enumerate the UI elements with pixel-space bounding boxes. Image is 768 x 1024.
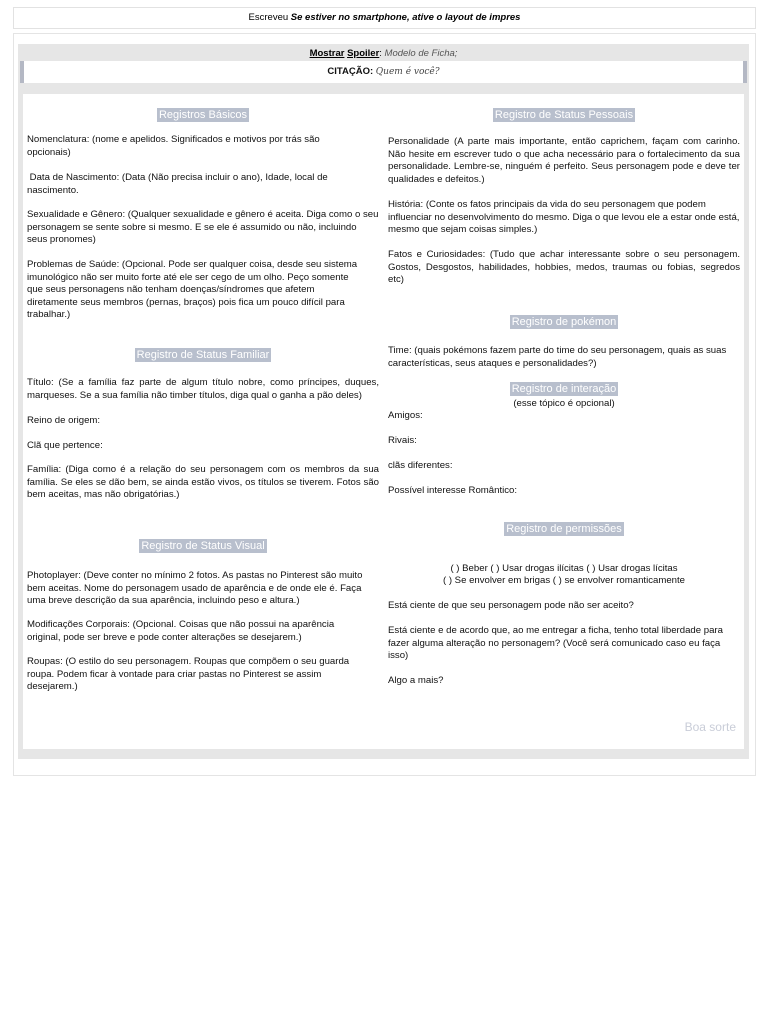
field-modificacoes: Modificações Corporais: (Opcional. Coisas que não possui na aparência original, pode ser breve e pode conter alterações se desejarem.) [27, 619, 335, 643]
quote-label: CITAÇÃO: [327, 66, 374, 77]
section-header-pokemon [388, 316, 740, 330]
interacao-note: (esse tópico é opcional) [513, 398, 615, 409]
form-template [23, 94, 744, 749]
field-ciente-alteracao: Está ciente e de acordo que, ao me entregar a ficha, tenho total liberdade para fazer alguma alteração no personagem? (Você será comunicado caso eu faça isso) [388, 625, 723, 662]
field-nascimento: Data de Nascimento: (Data (Não precisa incluir o ano), Idade, local de nascimento. [27, 172, 331, 196]
field-ciente-aceito: Está ciente de que seu personagem pode não ser aceito? [388, 600, 634, 611]
section-header-basicos [27, 109, 379, 123]
post-author-prefix: Escreveu [248, 12, 289, 23]
quote-left-border [20, 61, 24, 83]
spoiler-colon: : [379, 48, 382, 59]
section-title-pessoais: Registro de Status Pessoais [494, 109, 634, 121]
field-familia: Família: (Diga como é a relação do seu personagem com os membros da sua família. Se eles se dão bem, se ainda estão vivos, os títulos se tiverem. Fotos são bem aceitas, mas não obrigatórias.) [27, 464, 379, 501]
boa-sorte-text: Boa sorte [684, 720, 736, 734]
field-algo-mais: Algo a mais? [388, 675, 444, 686]
field-fatos: Fatos e Curiosidades: (Tudo que achar interessante sobre o seu personagem. Gostos, Desgostos, habilidades, hobbies, medos, traumas ou fobias, segredos etc) [388, 249, 740, 286]
section-header-pessoais [388, 109, 740, 123]
quote-right-border [743, 61, 747, 83]
section-title-pokemon: Registro de pokémon [511, 316, 617, 328]
field-historia: História: (Conte os fatos principais da vida do seu personagem que podem influenciar no desenvolvimento do mesmo. Diga o que levou ele a estar onde está, mesmo que sejam coisas simples.) [388, 199, 740, 236]
field-cla: Clã que pertence: [27, 440, 103, 451]
field-amigos: Amigos: [388, 410, 423, 421]
spoiler-panel [18, 44, 749, 759]
field-saude: Problemas de Saúde: (Opcional. Pode ser qualquer coisa, desde seu sistema imunológico não ser muito forte até ele ser cego de um olho. Peço somente que seus personagens não tenham doenças/síndromes que afetem diretamente seus membros (pernas, braços) pois fica um pouco difícil para trabalhar.) [27, 259, 358, 321]
section-title-interacao: Registro de interação [511, 383, 617, 395]
quote-content: Quem é você? [375, 67, 440, 77]
permissoes-line-1: ( ) Beber ( ) Usar drogas ilícitas ( ) Usar drogas lícitas [450, 563, 678, 574]
field-reino: Reino de origem: [27, 415, 101, 426]
section-title-permissoes: Registro de permissões [506, 523, 622, 535]
spoiler-header [18, 44, 749, 61]
section-header-interacao [388, 383, 740, 397]
field-time: Time: (quais pokémons fazem parte do time do seu personagem, quais as suas características, seus ataques e personalidades?) [388, 345, 727, 369]
section-header-permissoes [388, 523, 740, 537]
field-personalidade: Personalidade (A parte mais importante, então caprichem, façam com carinho. Não hesite em escrever tudo o que acha necessário para o fortalecimento da sua personalidade. Lembre-se, ninguém é perfeito. Seus personagem pode e deve ter qualidades e defeitos.) [388, 136, 740, 185]
section-title-visual: Registro de Status Visual [141, 540, 265, 552]
permissoes-line-2: ( ) Se envolver em brigas ( ) se envolver romanticamente [442, 575, 686, 586]
quote-block [20, 61, 747, 83]
section-title-familiar: Registro de Status Familiar [136, 349, 270, 361]
spoiler-title: Modelo de Ficha; [384, 48, 458, 59]
field-sexualidade: Sexualidade e Gênero: (Qualquer sexualidade e gênero é aceita. Diga como o seu personagem se sente sobre si mesmo. E se ele é assumido ou não, incluindo seus pronomes) [27, 209, 379, 246]
field-clas: clãs diferentes: [388, 460, 453, 471]
field-nomenclatura: Nomenclatura: (nome e apelidos. Significados e motivos por trás são opcionais) [27, 134, 320, 158]
field-photoplayer: Photoplayer: (Deve conter no mínimo 2 fotos. As pastas no Pinterest são muito bem aceitas. Nome do personagem usado de aparência e de onde ele é. Faça uma breve descrição da sua aparência, incluindo peso e altura.) [27, 570, 363, 607]
spoiler-show-link[interactable]: Mostrar [309, 48, 345, 59]
spoiler-label[interactable]: Spoiler [347, 48, 380, 59]
section-header-familiar [27, 349, 379, 363]
post-author-bar [13, 7, 756, 29]
field-roupas: Roupas: (O estilo do seu personagem. Roupas que compõem o seu guarda roupa. Podem ficar à vontade para criar pastas no Pinterest se assim desejarem.) [27, 656, 350, 693]
section-header-visual [27, 540, 379, 554]
quote-text [20, 61, 747, 83]
field-romantico: Possível interesse Romântico: [388, 485, 518, 496]
field-rivais: Rivais: [388, 435, 417, 446]
section-title-basicos: Registros Básicos [158, 109, 248, 121]
field-titulo: Título: (Se a família faz parte de algum título nobre, como príncipes, duques, marqueses. Se a sua família não timber títulos, diga qual o ganha a pão deles) [27, 377, 379, 401]
post-subject: Se estiver no smartphone, ative o layout de impres [290, 12, 521, 23]
